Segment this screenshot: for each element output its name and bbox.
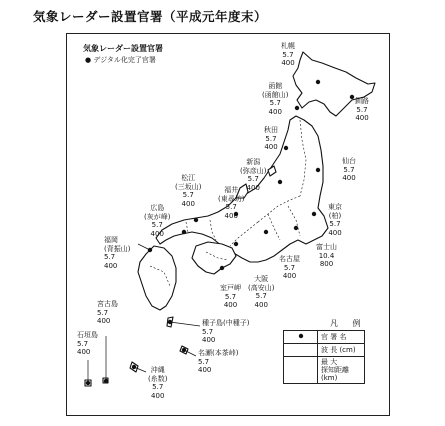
station-marker-fujisan (294, 226, 298, 230)
station-label-naze: 名瀬(本茶峠) 5.7 400 (198, 349, 239, 374)
kyushu-shape (138, 246, 176, 310)
legend-swatch (284, 357, 318, 384)
station-label-murotomisaki: 室戸岬 5.7 400 (220, 284, 241, 309)
station-label-ishigakijima: 石垣島 5.7 400 (77, 331, 98, 356)
station-label-niigata: 新潟 (弥彦山) 5.7 400 (240, 158, 267, 192)
station-label-nagoya: 名古屋 5.7 400 (279, 255, 300, 280)
station-marker-matsue (194, 218, 198, 222)
station-marker-hakodate (295, 106, 299, 110)
station-label-tanegashima: 種子島(中種子) 5.7 400 (202, 319, 250, 344)
station-label-sendai: 仙台 5.7 400 (342, 157, 356, 182)
station-label-fukui: 福井 (東尋坊) 5.7 400 (218, 186, 245, 220)
station-label-hiroshima: 広島 (灰が峰) 5.7 400 (144, 204, 171, 238)
legend-station-name: 官 署 名 (318, 331, 365, 344)
legend-table (283, 330, 365, 384)
station-marker-tokyo (312, 212, 316, 216)
station-label-tokyo: 東京 (柏) 5.7 400 (328, 203, 342, 237)
station-marker-murotomisaki (220, 266, 224, 270)
legend-swatch (284, 344, 318, 357)
station-label-matsue: 松江 (三坂山) 5.7 400 (175, 174, 202, 208)
map-subheading: ● デジタル化完了官署 (85, 56, 156, 64)
page-title: 気象レーダー設置官署（平成元年度末） (33, 9, 268, 24)
station-label-hakodate: 函館 (函館山) 5.7 400 (262, 82, 289, 116)
station-label-akita: 秋田 5.7 400 (264, 126, 278, 151)
legend-wavelength: 波 長 (cm) (318, 344, 365, 357)
station-marker-sapporo (316, 80, 320, 84)
leader-line (170, 322, 200, 326)
legend-row (284, 331, 365, 344)
station-label-fukuoka: 福岡 (背振山) 5.7 400 (104, 236, 131, 270)
station-label-sapporo: 札幌 5.7 400 (281, 42, 295, 67)
legend-swatch (284, 331, 318, 344)
station-label-osaka: 大阪 (高安山) 5.7 400 (248, 275, 275, 309)
station-marker-kushiro (350, 95, 354, 99)
legend-row (284, 357, 365, 384)
station-marker-nagoya (264, 230, 268, 234)
station-marker-sendai (316, 168, 320, 172)
station-label-okinawa: 沖縄 (糸数) 5.7 400 (148, 366, 168, 400)
legend-row (284, 344, 365, 357)
map-heading: 気象レーダー設置官署 (83, 44, 163, 53)
legend-title: 凡 例 (330, 319, 367, 328)
station-label-kushiro: 釧路 5.7 400 (355, 97, 369, 122)
shikoku-shape (192, 242, 236, 274)
legend-max-range: 最 大 探知距離 (km) (318, 357, 365, 384)
leader-line (138, 244, 150, 250)
station-marker-akita (284, 146, 288, 150)
station-marker-niigata (278, 180, 282, 184)
station-marker-hiroshima (182, 230, 186, 234)
station-marker-osaka (234, 242, 238, 246)
station-label-fujisan: 富士山 10.4 800 (316, 243, 337, 268)
station-label-miyakojima: 宮古島 5.7 400 (97, 300, 118, 325)
